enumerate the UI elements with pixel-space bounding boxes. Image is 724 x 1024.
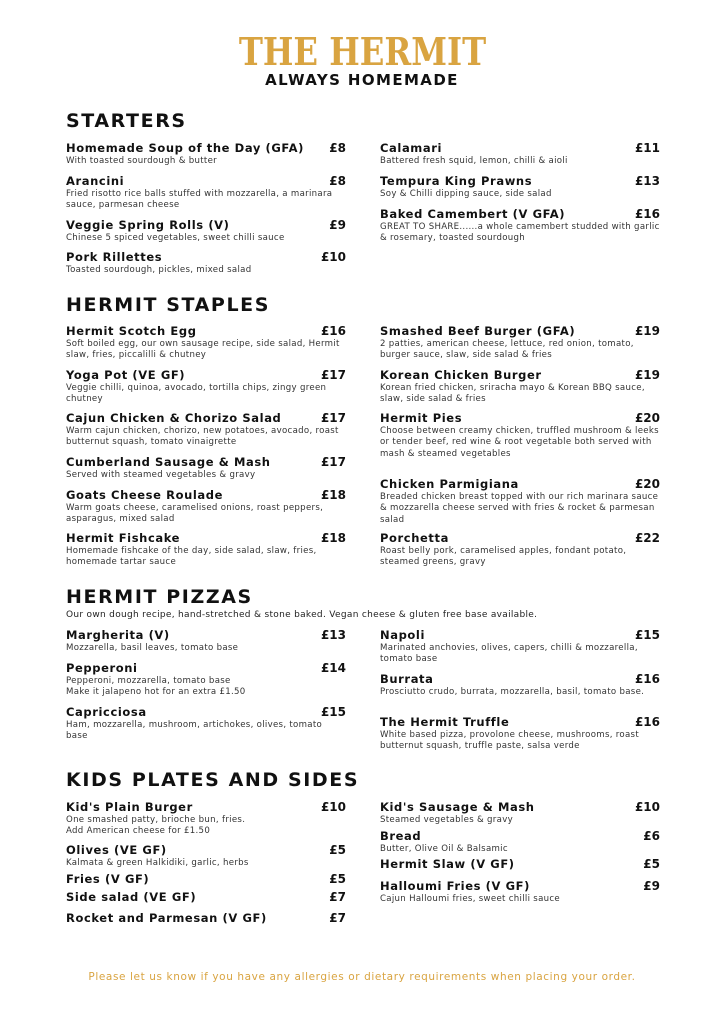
item-name: Goats Cheese Roulade	[66, 488, 223, 502]
item-price: £16	[634, 715, 660, 729]
item-description: Cajun Halloumi fries, sweet chilli sauce	[380, 894, 560, 904]
item-name: Calamari	[380, 141, 443, 155]
item-description: 2 patties, american cheese, lettuce, red onion, tomato, burger sauce, slaw, side salad & fries	[380, 339, 634, 361]
item-price: £5	[643, 857, 660, 871]
section-title-kids: KIDS PLATES AND SIDES	[66, 769, 360, 791]
item-price: £7	[329, 911, 346, 925]
menu-item	[66, 705, 346, 743]
item-price: £16	[634, 207, 660, 221]
item-name: Korean Chicken Burger	[380, 368, 542, 382]
menu-item	[380, 324, 660, 362]
item-price: £5	[329, 872, 346, 886]
item-description: Soft boiled egg, our own sausage recipe, side salad, Hermit slaw, fries, piccalilli & chutney	[66, 339, 340, 361]
item-description: Prosciutto crudo, burrata, mozzarella, basil, tomato base.	[380, 687, 645, 697]
menu-item	[380, 174, 660, 200]
item-name: Capricciosa	[66, 705, 147, 719]
item-price: £15	[634, 628, 660, 642]
menu-item	[380, 531, 660, 569]
menu-item	[380, 857, 660, 872]
item-price: £13	[634, 174, 660, 188]
item-description: Warm goats cheese, caramelised onions, roast peppers, asparagus, mixed salad	[66, 503, 324, 525]
item-price: £10	[320, 250, 346, 264]
item-name: Hermit Pies	[380, 411, 463, 425]
item-description: Steamed vegetables & gravy	[380, 815, 513, 825]
item-price: £22	[634, 531, 660, 545]
item-price: £15	[320, 705, 346, 719]
menu-item	[380, 800, 660, 826]
item-name: Arancini	[66, 174, 125, 188]
item-price: £14	[320, 661, 346, 675]
item-name: Hermit Scotch Egg	[66, 324, 197, 338]
item-name: Kid's Sausage & Mash	[380, 800, 535, 814]
item-price: £18	[320, 531, 346, 545]
item-price: £9	[643, 879, 660, 893]
item-name: Rocket and Parmesan (V GF)	[66, 911, 267, 925]
item-description: Veggie chilli, quinoa, avocado, tortilla chips, zingy green chutney	[66, 383, 327, 405]
item-name: Tempura King Prawns	[380, 174, 533, 188]
menu-item	[66, 411, 346, 449]
item-name: Cumberland Sausage & Mash	[66, 455, 271, 469]
item-description: Ham, mozzarella, mushroom, artichokes, olives, tomato base	[66, 720, 323, 742]
item-name: Smashed Beef Burger (GFA)	[380, 324, 576, 338]
menu-item	[66, 250, 346, 276]
item-price: £8	[329, 141, 346, 155]
item-name: Napoli	[380, 628, 426, 642]
menu-item	[66, 455, 346, 481]
item-name: Bread	[380, 829, 422, 843]
menu-header	[0, 29, 724, 89]
item-description: Battered fresh squid, lemon, chilli & aioli	[380, 156, 568, 166]
restaurant-logo-title: THE HERMIT	[238, 29, 486, 74]
restaurant-tagline: ALWAYS HOMEMADE	[265, 71, 459, 89]
section-title-staples: HERMIT STAPLES	[66, 294, 271, 316]
item-name: Porchetta	[380, 531, 449, 545]
item-description: White based pizza, provolone cheese, mushrooms, roast butternut squash, truffle paste, salsa verde	[380, 730, 639, 752]
allergy-notice: Please let us know if you have any allergies or dietary requirements when placing your order.	[88, 971, 636, 983]
item-description: With toasted sourdough & butter	[66, 156, 218, 166]
pizzas-note: Our own dough recipe, hand-stretched & stone baked. Vegan cheese & gluten free base available.	[66, 610, 538, 620]
section-title-pizzas: HERMIT PIZZAS	[66, 586, 253, 608]
item-name: Margherita (V)	[66, 628, 170, 642]
item-price: £13	[320, 628, 346, 642]
item-price: £7	[329, 890, 346, 904]
item-name: Kid's Plain Burger	[66, 800, 193, 814]
item-price: £20	[634, 411, 660, 425]
item-description: Fried risotto rice balls stuffed with mozzarella, a marinara sauce, parmesan cheese	[66, 189, 333, 211]
item-description: Butter, Olive Oil & Balsamic	[380, 844, 508, 854]
item-price: £8	[329, 174, 346, 188]
item-price: £18	[320, 488, 346, 502]
item-price: £6	[643, 829, 660, 843]
item-name: Side salad (VE GF)	[66, 890, 197, 904]
item-description: Kalmata & green Halkidiki, garlic, herbs	[66, 858, 249, 868]
item-description: Roast belly pork, caramelised apples, fondant potato, steamed greens, gravy	[380, 546, 627, 568]
item-name: Chicken Parmigiana	[380, 477, 519, 491]
menu-item	[380, 879, 660, 905]
menu-item	[66, 174, 346, 212]
menu-item	[380, 715, 660, 753]
item-description: Toasted sourdough, pickles, mixed salad	[66, 265, 252, 275]
menu-item	[66, 141, 346, 167]
menu-item	[66, 368, 346, 406]
item-price: £5	[329, 843, 346, 857]
item-description-extra: Add American cheese for £1.50	[66, 826, 211, 837]
menu-item	[380, 207, 660, 245]
item-description: Marinated anchovies, olives, capers, chilli & mozzarella, tomato base	[380, 643, 638, 665]
item-price: £16	[320, 324, 346, 338]
item-price: £17	[320, 368, 346, 382]
item-name: Pork Rillettes	[66, 250, 163, 264]
menu-item	[66, 661, 346, 699]
menu-item	[66, 531, 346, 569]
item-description: GREAT TO SHARE......a whole camembert studded with garlic & rosemary, toasted sourdough	[380, 222, 660, 244]
item-description-extra: Make it jalapeno hot for an extra £1.50	[66, 687, 246, 698]
menu-item	[380, 829, 660, 855]
item-name: Cajun Chicken & Chorizo Salad	[66, 411, 282, 425]
item-description: Pepperoni, mozzarella, tomato base	[66, 676, 231, 686]
menu-item	[380, 141, 660, 167]
menu-item	[66, 872, 346, 887]
menu-item	[380, 672, 660, 698]
item-description: One smashed patty, brioche bun, fries.	[66, 815, 246, 825]
item-description: Warm cajun chicken, chorizo, new potatoes, avocado, roast butternut squash, tomato vinaigrette	[66, 426, 339, 448]
item-name: Hermit Fishcake	[66, 531, 181, 545]
item-price: £17	[320, 455, 346, 469]
menu-item	[66, 911, 346, 926]
item-name: Homemade Soup of the Day (GFA)	[66, 141, 304, 155]
item-price: £10	[634, 800, 660, 814]
item-price: £19	[634, 368, 660, 382]
item-name: Baked Camembert (V GFA)	[380, 207, 566, 221]
item-name: Fries (V GF)	[66, 872, 150, 886]
item-name: Halloumi Fries (V GF)	[380, 879, 530, 893]
menu-item	[66, 488, 346, 526]
menu-item	[66, 843, 346, 869]
menu-item	[66, 218, 346, 244]
item-name: Veggie Spring Rolls (V)	[66, 218, 230, 232]
item-description: Chinese 5 spiced vegetables, sweet chilli sauce	[66, 233, 285, 243]
item-description: Soy & Chilli dipping sauce, side salad	[380, 189, 552, 199]
item-price: £17	[320, 411, 346, 425]
menu-item	[66, 890, 346, 905]
item-price: £11	[634, 141, 660, 155]
item-name: Yoga Pot (VE GF)	[66, 368, 186, 382]
menu-item	[380, 411, 660, 460]
item-description: Homemade fishcake of the day, side salad, slaw, fries, homemade tartar sauce	[66, 546, 317, 568]
item-description: Choose between creamy chicken, truffled mushroom & leeks or tender beef, red wine & root vegetable both served with mash & steamed vegetables	[380, 426, 659, 459]
item-description: Korean fried chicken, sriracha mayo & Korean BBQ sauce, slaw, side salad & fries	[380, 383, 645, 405]
item-price: £10	[320, 800, 346, 814]
item-description: Breaded chicken breast topped with our rich marinara sauce & mozzarella cheese served with fries & rocket & parmesan salad	[380, 492, 659, 525]
item-price: £9	[329, 218, 346, 232]
item-price: £19	[634, 324, 660, 338]
item-name: Hermit Slaw (V GF)	[380, 857, 515, 871]
menu-item	[380, 628, 660, 666]
item-price: £20	[634, 477, 660, 491]
menu-item	[66, 800, 346, 838]
item-description: Served with steamed vegetables & gravy	[66, 470, 256, 480]
item-name: Burrata	[380, 672, 434, 686]
item-description: Mozzarella, basil leaves, tomato base	[66, 643, 239, 653]
item-name: Pepperoni	[66, 661, 138, 675]
item-name: The Hermit Truffle	[380, 715, 510, 729]
menu-item	[380, 368, 660, 406]
menu-item	[66, 324, 346, 362]
menu-item	[380, 477, 660, 526]
menu-item	[66, 628, 346, 654]
item-name: Olives (VE GF)	[66, 843, 167, 857]
item-price: £16	[634, 672, 660, 686]
section-title-starters: STARTERS	[66, 110, 187, 132]
